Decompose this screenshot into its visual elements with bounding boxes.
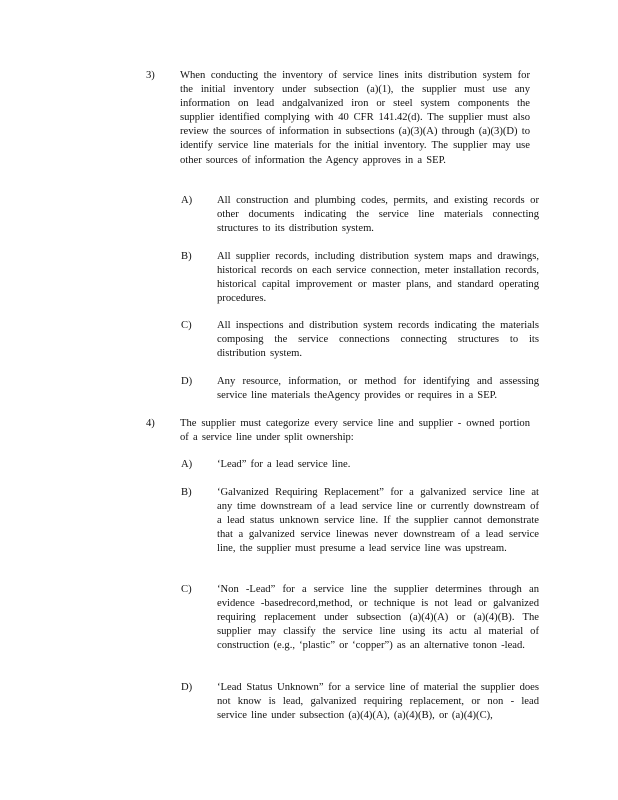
item-label: A): [181, 195, 193, 206]
section-text: When conducting the inventory of service lines inits distribution system for the initial inventory under subsection (a)(1), the supplier must use any information on lead andgalvanized iron or steel system components the supplier identified complying with 40 CFR 141.42(d). The supplier must also review the sources of information in subsections (a)(3)(A) through (a)(3)(D) to identify service line materials for the initial inventory. The supplier may use other sources of information the Agency approves in a SEP.: [180, 70, 530, 166]
section-3-item-b: [181, 250, 551, 310]
section-4-item-d: [181, 681, 551, 729]
item-label: A): [181, 459, 193, 470]
section-4-item-a: [181, 458, 551, 474]
item-label: C): [181, 320, 192, 331]
section-4-item-b: [181, 486, 551, 574]
item-text: All supplier records, including distribution system maps and drawings, historical records on each service connection, meter installation records, historical capital improvement or master plans, and standard operating procedures.: [217, 251, 539, 305]
section-3-item-a: [181, 194, 551, 239]
item-text: Any resource, information, or method for identifying and assessing service line materials theAgency provides or requires in a SEP.: [217, 376, 539, 402]
item-text: All construction and plumbing codes, permits, and existing records or other documents indicating the service line materials connecting structures to its distribution system.: [217, 195, 539, 235]
item-text: All inspections and distribution system records indicating the materials composing the service connections connecting structures to its distribution system.: [217, 320, 539, 360]
section-4: [146, 417, 546, 449]
item-text: ‘Non -Lead” for a service line the supplier determines through an evidence -basedrecord,method, or technique is not lead or galvanized requiring replacement under subsection (a)(4)(A) or (a)(4)(B). The supplier may classify the service line using its actu al material of construction (e.g., ‘plastic” or ‘copper”) as an alternative tonon -lead.: [217, 584, 539, 652]
section-text: The supplier must categorize every service line and supplier - owned portion of a service line under split ownership:: [180, 418, 530, 444]
section-4-item-c: [181, 583, 551, 671]
item-label: B): [181, 251, 192, 262]
item-label: C): [181, 584, 192, 595]
item-label: B): [181, 487, 192, 498]
item-text: ‘Lead Status Unknown” for a service line of material the supplier does not know is lead, galvanized requiring replacement, or non - lead service line under subsection (a)(4)(A), (a)(4)(B), or (a)(4)(C),: [217, 682, 539, 722]
section-number: 3): [146, 70, 155, 81]
item-label: D): [181, 376, 193, 387]
section-number: 4): [146, 418, 155, 429]
item-text: ‘Galvanized Requiring Replacement” for a galvanized service line at any time downstream of a lead service line or currently downstream of a lead status unknown service line. If the supplier cannot demonstrate that a galvanized service linewas never downstream of a lead service line, the supplier must presume a lead service line was upstream.: [217, 487, 539, 555]
section-3-item-c: [181, 319, 551, 364]
section-3: [146, 69, 546, 179]
section-3-item-d: [181, 375, 551, 407]
item-label: D): [181, 682, 193, 693]
item-text: ‘Lead” for a lead service line.: [217, 459, 351, 470]
